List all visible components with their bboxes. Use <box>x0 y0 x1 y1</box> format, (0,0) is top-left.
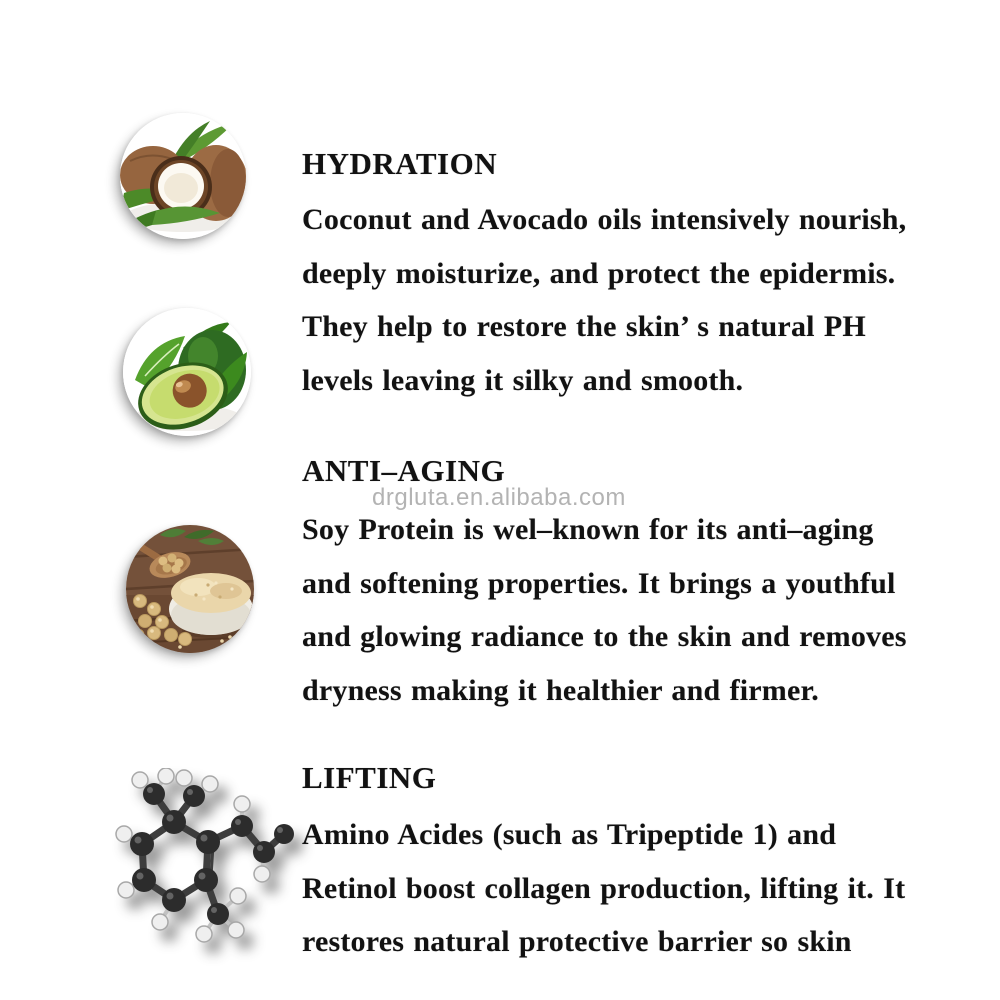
body-line: restores natural protective barrier so skin <box>302 925 852 958</box>
avocado-icon <box>123 308 251 436</box>
body-line: deeply moisturize, and protect the epidermis. <box>302 256 896 290</box>
section-heading-hydration: HYDRATION <box>302 146 498 181</box>
section-body-anti-aging <box>302 503 907 717</box>
body-line: dryness making it healthier and firmer. <box>302 673 819 707</box>
watermark: drgluta.en.alibaba.com <box>372 484 626 511</box>
avocado-photo <box>123 308 251 436</box>
molecule-3d-illustration <box>110 768 295 953</box>
coconut-icon <box>120 113 246 239</box>
soy-icon <box>126 525 254 653</box>
molecule-icon <box>110 768 295 953</box>
soy-protein-photo <box>126 525 254 653</box>
body-line: Soy Protein is wel–known for its anti–aging <box>302 513 874 546</box>
body-line: levels leaving it silky and smooth. <box>302 363 744 397</box>
section-heading-anti-aging: ANTI–AGING <box>302 453 506 488</box>
body-line: and softening properties. It brings a youthful <box>302 566 896 600</box>
body-line: Retinol boost collagen production, lifting it. It <box>302 871 906 905</box>
body-line: and glowing radiance to the skin and removes <box>302 620 907 653</box>
body-line: They help to restore the skin’ s natural PH <box>302 310 866 343</box>
body-line: Amino Acides (such as Tripeptide 1) and <box>302 818 837 851</box>
section-body-hydration <box>302 193 906 407</box>
section-body-lifting <box>302 808 905 969</box>
section-heading-lifting: LIFTING <box>302 760 437 795</box>
coconut-photo <box>120 113 246 239</box>
body-line: Coconut and Avocado oils intensively nourish, <box>302 203 907 236</box>
